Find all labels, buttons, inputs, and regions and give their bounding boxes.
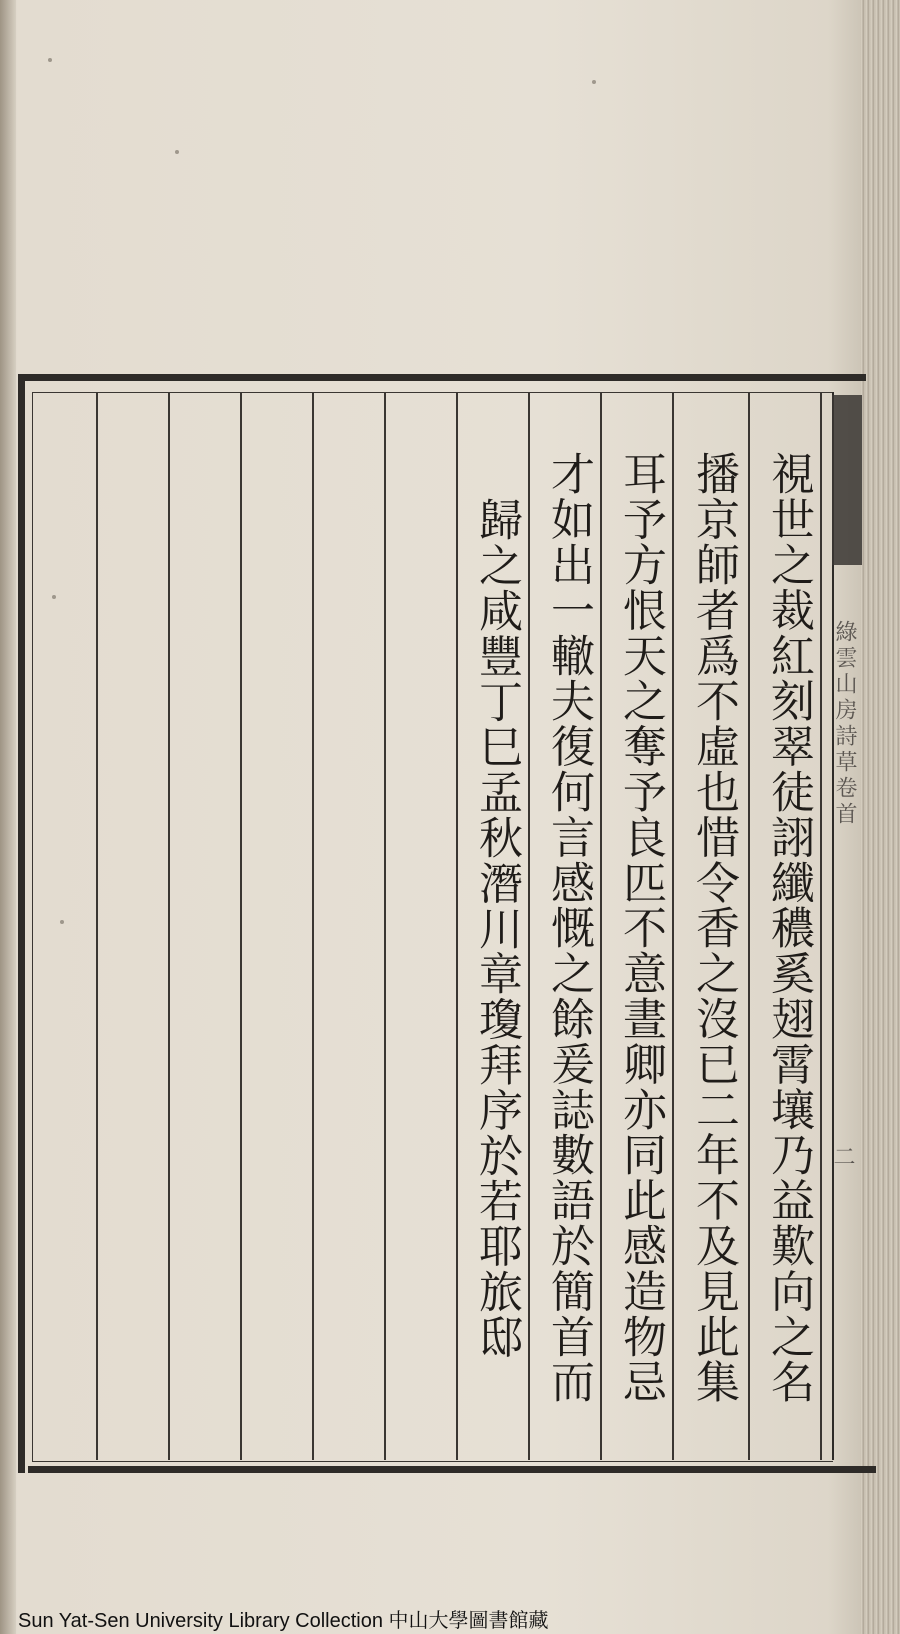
column-rule	[96, 392, 98, 1460]
text-column-4: 才如出一轍夫復何言感慨之餘爰誌數語於簡首而	[543, 451, 594, 1405]
column-rule	[168, 392, 170, 1460]
paper-speck	[592, 80, 596, 84]
frame-top-border	[18, 374, 866, 381]
column-rule	[528, 392, 530, 1460]
center-fold-title: 綠雲山房詩草卷首	[832, 620, 857, 828]
column-rule	[748, 392, 750, 1460]
column-rule	[456, 392, 458, 1460]
column-rule	[672, 392, 674, 1460]
column-rule	[312, 392, 314, 1460]
page-fold	[0, 0, 16, 1634]
folio-number: 二	[830, 1145, 855, 1167]
paper-speck	[175, 150, 179, 154]
text-column-5: 歸之咸豐丁巳孟秋潛川章瓊拜序於若耶旅邸	[471, 496, 522, 1360]
collection-credit: Sun Yat-Sen University Library Collection 中山大學圖書館藏	[18, 1610, 549, 1632]
frame-bottom-border	[28, 1466, 876, 1473]
show-through-text	[392, 400, 454, 1440]
column-rule	[820, 392, 822, 1460]
fish-tail-mark	[832, 395, 862, 565]
text-column-2: 播京師者爲不虛也惜令香之沒已二年不及見此集	[688, 451, 739, 1405]
column-rule	[600, 392, 602, 1460]
column-rule	[240, 392, 242, 1460]
page-stack-edge	[860, 0, 900, 1634]
text-column-3: 耳予方恨天之奪予良匹不意晝卿亦同此感造物忌	[615, 451, 666, 1405]
text-column-1: 視世之裁紅刻翠徒詡纖穠奚翅霄壤乃益歎向之名	[763, 451, 814, 1405]
column-rule	[384, 392, 386, 1460]
frame-left-border	[18, 374, 25, 1473]
paper-speck	[48, 58, 52, 62]
